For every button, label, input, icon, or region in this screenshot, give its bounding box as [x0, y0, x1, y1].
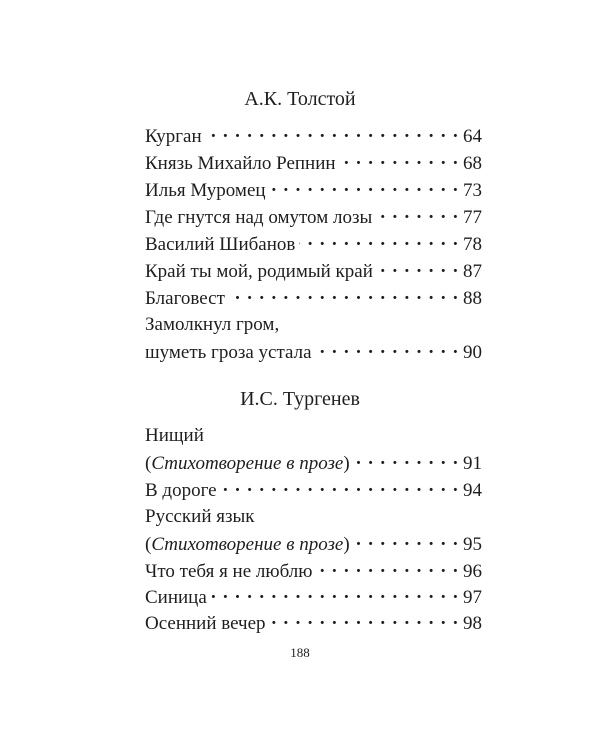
entry-page: 90 — [463, 342, 482, 363]
entry-title: Край ты мой, родимый край — [145, 261, 373, 282]
entry-page: 64 — [463, 126, 482, 147]
entry-title: Курган — [145, 126, 202, 147]
toc-entry — [145, 230, 482, 258]
toc-entry — [145, 476, 482, 504]
entry-title: Благовест — [145, 288, 225, 309]
entry-page: 88 — [463, 288, 482, 309]
toc-entry: Нищий (Стихотворение в прозе) . . . 91 — [145, 422, 482, 477]
toc-entry — [145, 557, 482, 585]
entry-title: Осенний вечер — [145, 613, 266, 634]
entry-title: Синица — [145, 587, 207, 608]
author-heading: А.К. Толстой — [244, 88, 356, 110]
entry-title: Илья Муромец — [145, 180, 266, 201]
toc-entry — [145, 583, 482, 611]
entry-title: Русский язык — [145, 506, 255, 527]
entry-page: 94 — [463, 480, 482, 501]
toc-entry — [145, 122, 482, 150]
entry-subtitle: Стихотворение в прозе — [151, 534, 344, 555]
entry-page: 77 — [463, 207, 482, 228]
toc-entry — [145, 284, 482, 312]
entry-title: В дороге — [145, 480, 217, 501]
toc-entry — [145, 203, 482, 231]
entry-title: Где гнутся над омутом лозы — [145, 207, 373, 228]
entry-page: 95 — [463, 534, 482, 555]
page-number: 188 — [290, 645, 310, 660]
entry-page: 91 — [463, 453, 482, 474]
entry-page: 68 — [463, 153, 482, 174]
toc-entry — [145, 176, 482, 204]
entry-page: 73 — [463, 180, 482, 201]
entry-title: Замолкнул гром, — [145, 314, 280, 335]
toc-entry — [145, 257, 482, 285]
author-heading: И.С. Тургенев — [240, 388, 360, 410]
entry-page: 98 — [463, 613, 482, 634]
entry-page: 78 — [463, 234, 482, 255]
toc-entry — [145, 149, 482, 177]
entry-title-continued: шуметь гроза устала — [145, 342, 312, 363]
entry-page: 96 — [463, 561, 482, 582]
toc-entry — [145, 311, 482, 366]
entry-page: 97 — [463, 587, 482, 608]
toc-entry — [145, 609, 482, 637]
toc-entry: Русский язык (Стихотворение в прозе) . . . 95 — [145, 503, 482, 558]
entry-subtitle: Стихотворение в прозе — [151, 453, 344, 474]
entry-title: Нищий — [145, 425, 204, 446]
entry-title: Василий Шибанов — [145, 234, 296, 255]
entry-page: 87 — [463, 261, 482, 282]
entry-title: Князь Михайло Репнин — [145, 153, 336, 174]
entry-title: Что тебя я не люблю — [145, 561, 313, 582]
